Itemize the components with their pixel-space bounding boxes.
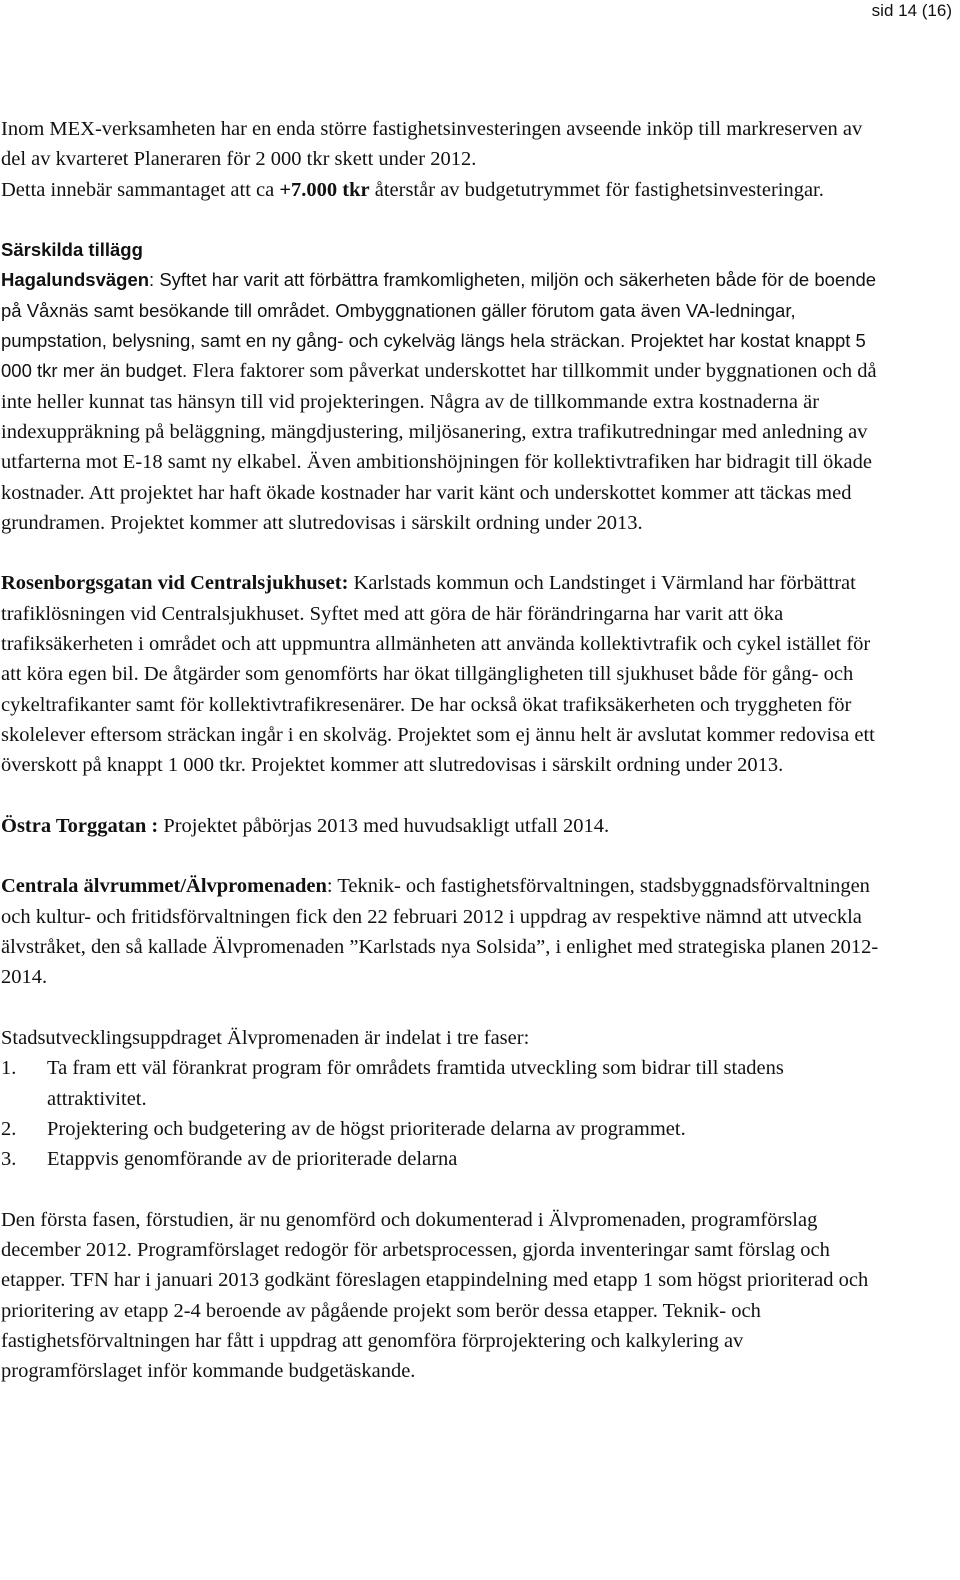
list-item-number: 2. <box>1 1117 17 1140</box>
list-item-text: Ta fram ett väl förankrat program för områdets framtida utveckling som bidrar till stadens attraktivitet. <box>47 1057 784 1110</box>
final-paragraph: Den första fasen, förstudien, är nu genomförd och dokumenterad i Älvpromenaden, programförslag december 2012. Programförslaget redogör för arbetsprocessen, gjorda inventeringar samt förslag och etapper. TFN har i januari 2013 godkänt föreslagen etappindelning med etapp 1 som högst prioriterad och prioritering av etapp 2-4 beroende av pågående projekt som berör dessa etapper. Teknik- och fastighetsförvaltningen har fått i uppdrag att genomföra förprojektering och kalkylering av programförslaget inför kommande budgetäskande. <box>1 1208 869 1383</box>
rosenborg-paragraph <box>1 568 881 780</box>
hagalund-sep: : <box>149 269 160 291</box>
ostra-label: Östra Torggatan : <box>1 814 159 837</box>
ostra-text: Projektet påbörjas 2013 med huvudsakligt utfall 2014. <box>158 814 610 837</box>
hagalund-paragraph <box>1 265 881 538</box>
rosenborg-label: Rosenborgsgatan vid Centralsjukhuset: <box>1 572 349 595</box>
page-number: sid 14 (16) <box>871 1 952 20</box>
list-item-number: 3. <box>1 1148 17 1171</box>
document-body <box>1 114 881 1386</box>
hagalund-label: Hagalundsvägen <box>1 269 150 291</box>
list-item-number: 1. <box>1 1057 17 1080</box>
mex-line2-after: återstår av budgetutrymmet för fastighetsinvesteringar. <box>369 178 824 201</box>
list-item-text: Etappvis genomförande av de prioriterade delarna <box>47 1148 458 1171</box>
centrala-text: : Teknik- och fastighetsförvaltningen, stadsbyggnadsförvaltningen och kultur- och fritidsförvaltningen fick den 22 februari 2012 i uppdrag av respektive nämnd att utveckla älvstråket, den så kallade Älvpromenaden ”Karlstads nya Solsida”, i enlighet med strategiska planen 2012-2014. <box>1 875 879 989</box>
ostra-paragraph <box>1 811 881 841</box>
mex-paragraph <box>1 114 881 205</box>
centrala-paragraph <box>1 871 881 992</box>
list-item <box>1 1114 881 1144</box>
rosenborg-text: Karlstads kommun och Landstinget i Värmland har förbättrat trafiklösningen vid Centralsjukhuset. Syftet med att göra de här förändringarna har varit att öka trafiksäkerheten i området och att uppmuntra allmänheten att använda kollektivtrafik och cykel istället för att köra egen bil. De åtgärder som genomförts har ökat tillgängligheten till sjukhuset både för gång- och cykeltrafikanter samt för kollektivtrafikresenärer. De har också ökat trafiksäkerheten och tryggheten för skolelever eftersom sträckan ingår i en skolväg. Projektet som ej ännu helt är avslutat kommer redovisa ett överskott på knappt 1 000 tkr. Projektet kommer att slutredovisas i särskilt ordning under 2013. <box>1 572 875 777</box>
hagalund-text-sans: Syftet har varit att förbättra framkomligheten, miljön och säkerheten både för de boende på Våxnäs samt besökande till området. Ombyggnationen gäller förutom gata även VA-ledningar, pumpstation, belysning, samt en ny gång- och cykelväg längs hela sträckan. Projektet har kostat knappt 5 000 tkr mer än budget. <box>1 269 877 382</box>
phases-list <box>1 1053 881 1174</box>
hagalund-text-serif: Flera faktorer som påverkat underskottet har tillkommit under byggnationen och då inte heller kunnat tas hänsyn till vid projekteringen. Några av de tillkommande extra kostnaderna är indexuppräkning på beläggning, mängdjustering, miljösanering, extra trafikutredningar med anledning av utfarterna mot E-18 samt ny elkabel. Även ambitionshöjningen för kollektivtrafiken har bidragit till ökade kostnader. Att projektet har haft ökade kostnader har varit känt och underskottet kommer att täckas med grundramen. Projektet kommer att slutredovisas i särskilt ordning under 2013. <box>1 360 877 534</box>
list-item <box>1 1144 881 1174</box>
phases-intro: Stadsutvecklingsuppdraget Älvpromenaden är indelat i tre faser: <box>1 1026 530 1049</box>
mex-line2-before: Detta innebär sammantaget att ca <box>1 178 280 201</box>
list-item <box>1 1053 881 1114</box>
mex-text: Inom MEX-verksamheten har en enda större fastighetsinvesteringen avseende inköp till markreserven av del av kvarteret Planeraren för 2 000 tkr skett under 2012. <box>1 118 863 171</box>
centrala-label: Centrala älvrummet/Älvpromenaden <box>1 875 327 898</box>
mex-amount: +7.000 tkr <box>279 178 370 201</box>
list-item-text: Projektering och budgetering av de högst prioriterade delarna av programmet. <box>47 1117 686 1140</box>
sarskilda-heading: Särskilda tillägg <box>1 239 143 261</box>
